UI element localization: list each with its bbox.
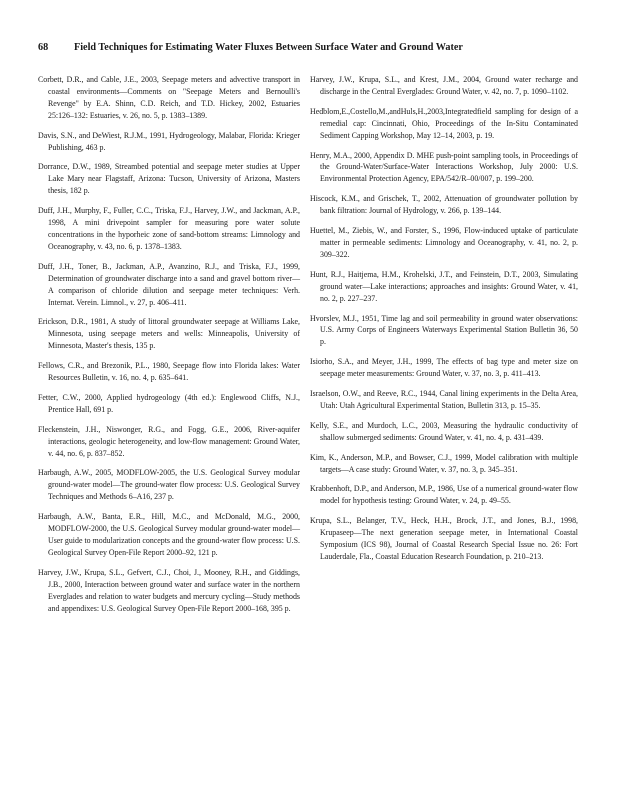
reference-entry: Isiorho, S.A., and Meyer, J.H., 1999, The effects of bag type and meter size on seepage meter measurements: Ground Water, v. 37, no. 3, p. 411–413. [310, 357, 578, 379]
reference-entry: Fleckenstein, J.H., Niswonger, R.G., and Fogg, G.E., 2006, River-aquifer interactions, geologic heterogeneity, and low-flow management: Ground Water, v. 44, no. 6, p. 837–852. [38, 424, 300, 458]
reference-entry: Davis, S.N., and DeWiest, R.J.M., 1991, Hydrogeology, Malabar, Florida: Krieger Publishing, 463 p. [38, 130, 300, 152]
reference-entry: Harvey, J.W., Krupa, S.L., Gefvert, C.J., Choi, J., Mooney, R.H., and Giddings, J.B., 2000, Interaction between ground water and surface water in the northern Everglades and relation to water budgets and mercury cycling—Study methods and appendixes: U.S. Geological Survey Open-File Report 2000–168, 395 p. [38, 567, 300, 613]
reference-entry: Kelly, S.E., and Murdoch, L.C., 2003, Measuring the hydraulic conductivity of shallow submerged sediments: Ground Water, v. 41, no. 4, p. 431–439. [310, 420, 578, 442]
reference-entry: Krabbenhoft, D.P., and Anderson, M.P., 1986, Use of a numerical ground-water flow model for hypothesis testing: Ground Water, v. 24, p. 49–55. [310, 484, 578, 506]
reference-entry: Krupa, S.L., Belanger, T.V., Heck, H.H., Brock, J.T., and Jones, B.J., 1998, Krupaseep—The next generation seepage meter, in International Coastal Symposium (ICS 98), Journal of Coastal Research Special Issue no. 26: Fort Lauderdale, Fla., Coastal Education Research Foundation, p. 210–213. [310, 516, 578, 561]
reference-entry: Dorrance, D.W., 1989, Streambed potential and seepage meter studies at Upper Lake Mary near Flagstaff, Arizona: Tucson, University of Arizona, Masters thesis, 182 p. [38, 162, 300, 196]
page-number: 68 [38, 42, 49, 53]
reference-entry: Corbett, D.R., and Cable, J.E., 2003, Seepage meters and advective transport in coastal environments—Comments on "Seepage Meters and Bernoulli's Revenge" by E.A. Shinn, C.D. Reich, and T.D. Hickey, 2002, Estuaries 25:126–132: Estuaries, v. 26, no. 5, p. 1383–1389. [38, 75, 300, 120]
reference-entry: Duff, J.H., Toner, B., Jackman, A.P., Avanzino, R.J., and Triska, F.J., 1999, Determination of groundwater discharge into a sand and gravel bottom river—A comparison of chloride dilution and seepage meter techniques: Verh. Internat. Verein. Limnol., v. 27, p. 406–411. [38, 261, 300, 307]
running-title: Field Techniques for Estimating Water Fluxes Between Surface Water and Ground Water [74, 42, 463, 53]
reference-entry: Kim, K., Anderson, M.P., and Bowser, C.J., 1999, Model calibration with multiple targets—A case study: Ground Water, v. 37, no. 3, p. 345–351. [310, 452, 578, 474]
reference-entry: Harbaugh, A.W., 2005, MODFLOW-2005, the U.S. Geological Survey modular ground-water model—The ground-water flow process: U.S. Geological Survey Techniques and Methods 6–A16, 237 p. [38, 468, 300, 502]
reference-entry: Hunt, R.J., Haitjema, H.M., Krohelski, J.T., and Feinstein, D.T., 2003, Simulating ground water—Lake interactions; approaches and insights: Ground Water, v. 41, no. 2, p. 227–237. [310, 269, 578, 303]
reference-entry: Hedblom,E.,Costello,M.,andHuls,H.,2003,Integratedfield sampling for design of a remedial cap: Cincinnati, Ohio, Proceedings of the In-Situ Contaminated Sediment Capping Workshop, May 12–14, 2003, p. 19. [310, 106, 578, 140]
reference-entry: Duff, J.H., Murphy, F., Fuller, C.C., Triska, F.J., Harvey, J.W., and Jackman, A.P., 1998, A mini drivepoint sampler for measuring pore water solute concentrations in the hyporheic zone of sand-bottom streams: Limnology and Oceanography, v. 43, no. 6, p. 1378–1383. [38, 206, 300, 251]
reference-entry: Erickson, D.R., 1981, A study of littoral groundwater seepage at Williams Lake, Minnesota, using seepage meters and wells: Minneapolis, University of Minnesota, Master's thesis, 135 p. [38, 317, 300, 351]
reference-entry: Harvey, J.W., Krupa, S.L., and Krest, J.M., 2004, Ground water recharge and discharge in the Central Everglades: Ground Water, v. 42, no. 7, p. 1090–1102. [310, 75, 578, 96]
references-left-column [38, 74, 300, 622]
reference-entry: Israelson, O.W., and Reeve, R.C., 1944, Canal lining experiments in the Delta Area, Utah: Utah Agricultural Experimental Station, Bulletin 313, p. 15–35. [310, 389, 578, 410]
reference-entry: Huettel, M., Ziebis, W., and Forster, S., 1996, Flow-induced uptake of particulate matter in permeable sediments: Limnology and Oceanography, v. 41, no. 2, p. 309–322. [310, 226, 578, 259]
reference-entry: Hiscock, K.M., and Grischek, T., 2002, Attenuation of groundwater pollution by bank filtration: Journal of Hydrology, v. 266, p. 139–144. [310, 194, 578, 216]
reference-entry: Fellows, C.R., and Brezonik, P.L., 1980, Seepage flow into Florida lakes: Water Resources Bulletin, v. 16, no. 4, p. 635–641. [38, 361, 300, 383]
reference-entry: Henry, M.A., 2000, Appendix D. MHE push-point sampling tools, in Proceedings of the Ground-Water/Surface-Water Interactions Workshop, July 2000: U.S. Environmental Protection Agency, EPA/542/R–00/007, p. 199–200. [310, 150, 578, 184]
reference-entry: Harbaugh, A.W., Banta, E.R., Hill, M.C., and McDonald, M.G., 2000, MODFLOW-2000, the U.S. Geological Survey modular ground-water model—User guide to modularization concepts and the ground-water flow process: U.S. Geological Survey Open-File Report 2000–92, 121 p. [38, 512, 300, 557]
references-right-column [310, 74, 578, 571]
reference-entry: Fetter, C.W., 2000, Applied hydrogeology (4th ed.): Englewood Cliffs, N.J., Prentice Hall, 691 p. [38, 392, 300, 414]
running-header [38, 42, 598, 53]
reference-entry: Hvorslev, M.J., 1951, Time lag and soil permeability in ground water observations: U.S. Army Corps of Engineers Waterways Experimental Station Bulletin 36, 50 p. [310, 313, 578, 347]
